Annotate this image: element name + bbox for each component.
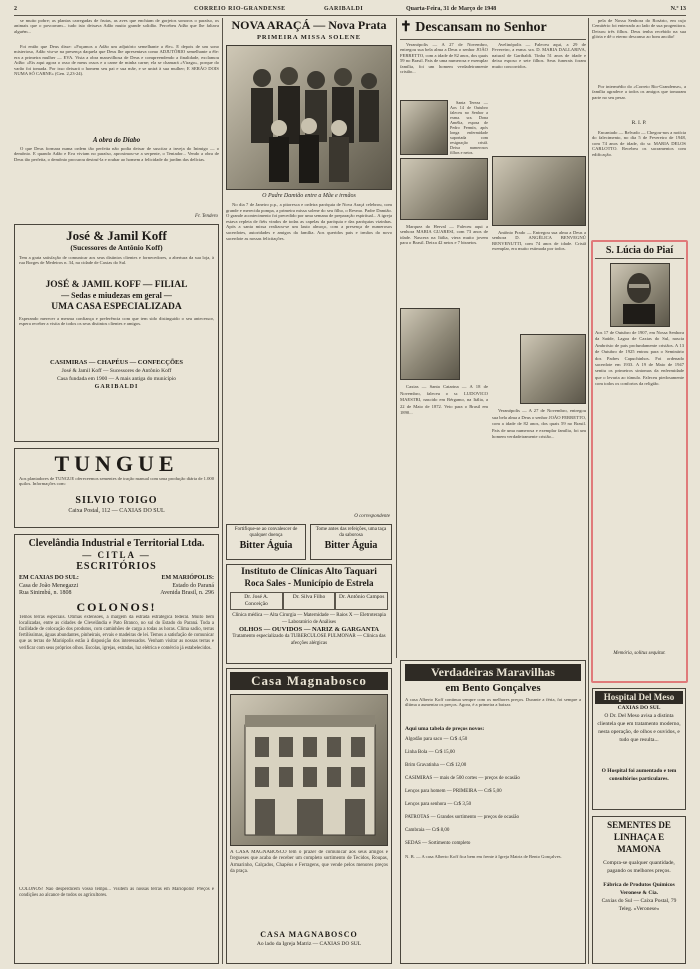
section-title: A obra do Diabo xyxy=(92,136,141,144)
price-list-item: Lenços para senhora — Cr$ 3,50 xyxy=(405,802,472,807)
ad-clev-office-caxias xyxy=(19,575,79,598)
ad-tungue-body: Aos plantadores de TUNGUE ofereceemos sementes de tração manual com uma produção diária de 1.000 quilos. Informações com: xyxy=(19,476,214,487)
obituary-text: Avelinópolis — Faleceu aqui, a 29 de Fevereiro, a exma. sra. D. MARIA DALLARIVA, natural de Garibaldi. Tinha 51 anos de idade e deixa esposo e sete filhos. Seus funerais foram muito concorridos. xyxy=(492,42,586,69)
ad-clev-left-heading: EM CAXIAS DO SUL: xyxy=(19,575,79,581)
article-body-text: Foi então que Deus disse: «Façamos a Adão um adjutório semelhante a êle». E depois de um sono misterioso, Adão viu-se na presença daquela que Deus lhe apresentava como ADJUTÓRIO semelhante a êle: era a primeira mulher — EVA. Vista a obra maravilhosa de Deus e compreendendo a finalidade, exclamou Adão: «Eis aqui agora o osso de meus ossos e a carne de minha carne; ela se chamará «Virago», porque do varão foi tomada. Por isso deixará o homem seu pai e sua mãe, e se unirá à sua mulher; E SERÃO DOIS NUMA SÓ CARNE» (Gen. 2,23-24). xyxy=(14,44,219,77)
ad-sem-body: Compra-se qualquer quantidade, pagando os melhores preços. xyxy=(603,860,675,874)
cross-icon: ✝ xyxy=(400,20,412,35)
price-list-item: PATROTAS — Grandes sortimento — preços de ocasião xyxy=(405,815,519,820)
column-rule xyxy=(222,18,223,964)
ad-verdadeiras-maravilhas xyxy=(400,660,586,964)
ad-bitter-2-brand: Bitter Águia xyxy=(324,540,378,551)
ad-clev-right-line2: Avenida Brasil, n. 296 xyxy=(160,590,214,596)
ad-hospital xyxy=(592,688,686,810)
headline-rule xyxy=(400,39,586,40)
obituary-text: Encantado — Relvado — Chegou-nos a notícia do falecimento, no dia 5 de Fevereiro de 1948, com 74 anos de idade, do sr. MARIA DELOS CARLOTTO. Recebeu os sacramentos com edificação. xyxy=(592,130,686,157)
portrait-photo xyxy=(400,100,448,155)
ad-clev-title: Clevelândia Industrial e Territorial Ltda. xyxy=(28,538,205,549)
ad-koff-line2: — Sedas e miudezas em geral — xyxy=(61,291,172,300)
ad-clev-right-line1: Estado do Paraná xyxy=(172,582,214,589)
ad-inst-body2: OLHOS — OUVIDOS — NARIZ & GARGANTA xyxy=(238,626,379,633)
article-signature: Fr. Tendero xyxy=(195,214,218,219)
ad-casa-name: CASA MAGNABOSCO xyxy=(260,930,358,939)
ad-clev-right-heading: EM MARIÓPOLIS: xyxy=(161,575,214,581)
ad-colonos-heading: COLONOS! xyxy=(76,599,157,614)
rip-signature: R. I. P. xyxy=(631,120,647,126)
santa-lucia-title: S. Lúcia do Piaí xyxy=(595,244,684,259)
ad-koff-bottom3: Casa fundada em 1900 — A mais antiga do município xyxy=(57,376,176,382)
ad-hosp-body: O Dr. Del Meso avisa a distinta clientela que em tratamento moderno, nesta operação, de olhos e ouvidos, e tudo que resulta... xyxy=(597,713,681,743)
portrait-photo xyxy=(492,156,586,226)
ad-koff-body: Tem a grata satisfação de comunicar aos seus distintos clientes e fornecedores, a abertura da sua loja, à rua Borges de Medeiros n. 34, na cidade de Caxias do Sul. xyxy=(19,255,214,266)
ad-clev-left-line1: Casa de João Menegazzi xyxy=(19,582,79,589)
ad-bitter-1-text: Fortifique-se ao convalescer de qualquer doença xyxy=(234,527,298,538)
obituary-veranopolis xyxy=(400,42,488,98)
ad-koff-bottom: CASIMIRAS — CHAPÉUS — CONFECÇÕES xyxy=(50,359,183,366)
column-rule xyxy=(396,18,397,658)
ad-koff-subtitle: (Sucessores de Antônio Koff) xyxy=(70,243,163,252)
ad-verd-body: A casa Alberto Koff continua sempre com os melhores preços. Durante a féria, foi sempre a última a aumentar os preços. Agora, é a primeira a baixar. xyxy=(405,697,581,708)
section-body xyxy=(14,146,219,214)
ad-inst-doctor: Dr. Antônio Campos xyxy=(335,592,388,610)
price-list-item: Lenços para homem — PRIMEIRA — Cr$ 5,00 xyxy=(405,789,502,794)
ad-casa-title: Casa Magnabosco xyxy=(230,672,388,690)
obituary-text: Santa Tereza — Aos 14 de Outubro faleceu no Senhor a exma. sra. Dona Amélia, esposa de Pedro Fermín, após longa enfermidade suportada com resignação cristã. Deixa numerosos filhos e netos. xyxy=(450,100,488,155)
ad-sementes xyxy=(592,816,686,964)
price-list-item: Brim Gravatinha — Cr$ 12,00 xyxy=(405,763,467,768)
ad-tungue-address: Caixa Postal, 112 — CAXIAS DO SUL xyxy=(68,508,165,514)
obituary-text: Caxias — Santa Catarina — A 18 de Novembro, faleceu o sr. LUDOVICO MAESTRI, nascido em Bérgamo, na Itália, a 22 de Maio de 1872. Veio para o Brasil em 1890... xyxy=(400,384,488,415)
obituary-text: Veranópolis — A 27 de Novembro, entregou sua bela alma a Deus o senhor JOÃO FERRETTO, com a idade de 82 anos, dos quais 59 no Brasil. Pais de uma numerosa e exemplar família, foi um homem verdadeiramente cristão... xyxy=(400,42,488,75)
ad-casa-address: Ao lado da Igreja Matriz — CAXIAS DO SUL xyxy=(256,941,362,947)
ad-colonos-body: Temos terras especiais. Ótimas extensões, à margem da estrada estratégica federal. Muito bem localizadas, entre as cidades de Clevelândia e Pato Branco, no sul do Estado do Paraná. Toda a facilidade de colocação dos produtos, com caminhões de carga a todas as horas. Clima sadio, terras fertilíssimas, águas abundantes, pinheirais, ervais e madeiras de lei. Temos a satisfação de comunicar que as terras de Mariópolis estão à disposição dos interessados. Venham visitar as nossas terras e verificar com seus próprios olhos. Escolas, igrejas, estradas, luz elétrica e comércio já estabelecidos. xyxy=(19,614,214,651)
nova-araca-headline: NOVA ARAÇÁ — Nova Prata xyxy=(231,18,387,32)
price-list-item: Linha Bola — Cr$ 15,00 xyxy=(405,750,455,755)
ad-sem-title: SEMENTES DE LINHAÇA E MAMONA xyxy=(607,820,671,854)
ad-inst-body3: Tratamento especializado da TUBERCULOSE PULMONAR — Clínica das afecções alérgicas xyxy=(232,634,386,646)
obituary-top-continuation xyxy=(592,18,686,84)
obituaries-headline xyxy=(400,18,586,38)
obituary-continuation xyxy=(492,408,586,654)
obituary-santa-tereza xyxy=(450,100,488,155)
ad-koff xyxy=(14,224,219,442)
family-photo-figures xyxy=(227,46,391,189)
ad-bitter-aguia-2 xyxy=(310,524,392,560)
ad-tungue-name: SILVIO TOIGO xyxy=(75,495,158,506)
obituary-marquez xyxy=(400,224,488,304)
obituary-antonio-prado xyxy=(492,230,586,330)
nova-araca-body xyxy=(226,202,392,512)
highlight-box-santa-lucia xyxy=(591,240,688,683)
masthead-rule xyxy=(14,15,686,16)
obituary-encantado xyxy=(592,130,686,236)
obituary-text: Marquez do Herval — Faleceu aqui a senhora MARIA GUARESI, com 73 anos de idade. Nascera na Itália, viera muito jovem para o Brasil. Deixa 42 netos e 7 bisnetos. xyxy=(400,224,488,246)
priest-portrait-figure xyxy=(611,264,667,324)
masthead xyxy=(14,4,686,14)
nova-araca-body-text: No dia 7 de Janeiro p.p., a pitoresca e ordeira paróquia de Nova Araçá celebrou, com grande e merecida pompa, a primeira missa solene do seu filho, o Revmo. Padre Damião. O grande acontecimento foi precedido por uma semana de preparação espiritual... A igreja estava repleta de fiéis vindos de todas as capelas da paróquia e das paróquias vizinhas. Após a santa missa realizou-se um lauto almoço, com a presença de numerosos sacerdotes, autoridades e amigos da família. Aos queridos pais e irmãos do novo sacerdote as nossas felicitações. xyxy=(226,202,392,241)
ad-inst-title: Instituto de Clínicas Alto Taquari xyxy=(241,567,377,577)
portrait-photo xyxy=(400,308,460,380)
family-thanks-text: Por intermédio do «Correio Rio-Grandense», a família agradece a todos os amigos que tomaram parte no seu pesar. xyxy=(592,84,686,100)
building-illustration xyxy=(230,694,388,846)
section-body-text: O que Deus formara numa ordem tão perfeita não podia deixar de suscitar a inveja do Inimigo — o demônio. E quando Adão e Eva viviam no paraíso, aproximou-se a serpente, o Tentador... Vendo a obra de Deus tão perfeita, o demônio procurou destruí-la e roubar ao homem a felicidade do jardim das delícias. xyxy=(14,146,219,162)
nova-araca-signature: O correspondente xyxy=(354,514,390,519)
ad-koff-line3: UMA CASA ESPECIALIZADA xyxy=(51,302,182,312)
ad-instituto xyxy=(226,564,392,664)
ad-colonos-end: COLONOS! Não desperdicem vosso tempo... Visitem as nossas terras em Mariópolis! Preços e condições ao alcance de todos os agricultores. xyxy=(19,886,214,898)
ad-verd-end: N. B. — A casa Alberto Koff fica bem em frente à Igreja Matriz de Bento Gonçalves. xyxy=(405,854,562,859)
ad-inst-body: Clínica médica — Alta Cirurgia — Maternidade — Raios X — Eletroterapia — Laboratório de Análises xyxy=(232,613,386,625)
ad-bitter-2-text: Tome antes das refeições, uma taça da saborosa xyxy=(315,527,387,538)
ad-verd-subtitle: em Bento Gonçalves xyxy=(445,682,541,694)
ad-casa-magnabosco xyxy=(226,668,392,964)
obituary-caxias xyxy=(400,384,488,654)
masthead-date: Quarta-Feira, 31 de Março de 1948 xyxy=(406,6,497,12)
masthead-town: GARIBALDI xyxy=(324,6,364,12)
obituary-text: Antônio Prado — Entregou sua alma a Deus a senhora D. ANGÉLICA BENVEGNÚ BENVENUTTI, com 74 anos de idade. Cristã exemplar, era muito estimada por todos. xyxy=(492,230,586,252)
portrait-photo xyxy=(400,158,488,220)
family-thanks xyxy=(592,84,686,118)
obituary-avelinopolis xyxy=(492,42,586,152)
ad-hosp-title: Hospital Del Meso xyxy=(595,691,683,704)
ad-koff-body2: Esperando merecer a mesma confiança e preferência com que tem sido distinguido o seu antecessor, espera receber a visita de todos os seus distintos clientes e amigos. xyxy=(19,316,214,327)
ad-verd-title: Verdadeiras Maravilhas xyxy=(405,664,581,681)
portrait-photo xyxy=(520,334,586,404)
price-list-item: Cambraia — Cr$ 8,00 xyxy=(405,828,450,833)
ad-koff-title2: JOSÉ & JAMIL KOFF — FILIAL xyxy=(45,280,188,290)
page-number-right: N.º 13 xyxy=(670,6,686,12)
ad-casa-body: A CASA MAGNABOSCO tem o prazer de comunicar aos seus amigos e fregueses que acaba de receber um completo sortimento de Tecidos, Roupas, Armarinho, Calçados, Chapéus e Ferragens, que vende pelos menores preços da praça. xyxy=(230,850,388,875)
obituary-text: pela de Nossa Senhora do Rosário, em cujo Cemitério foi enterrado ao lado de sua progenitora. Deixou três filhos. Deus tenha recebido na sua glória e dê o eterno descanso ao bom ancião! xyxy=(592,18,686,40)
ad-inst-doctors xyxy=(230,592,388,610)
santa-lucia-body: Aos 17 de Outubro de 1907, em Nossa Senhora da Saúde, Lagoa de Caxias do Sul, nascia Ambrósio de pais profundamente cristãos. A 13 de Outubro de 1925 entrou para o Seminário dos Padres Capuchinhos. Foi ordenado sacerdote em 1933. A 19 de Maio de 1947 sentiu os primeiros sintomas da enfermidade que o levaria ao túmulo. Faleceu piedosamente com todos os confortos da religião. xyxy=(595,330,684,387)
ad-koff-bottom2: José & Jamil Koff — Sucessores de Antônio Koff xyxy=(61,368,172,374)
ad-inst-doctor: Dr. José A. Conceição xyxy=(230,592,283,610)
priest-portrait xyxy=(610,263,670,327)
article-body xyxy=(14,44,219,136)
price-list-item: SEDAS — Sortimento completo xyxy=(405,841,471,846)
ad-clev-office-mariopolis xyxy=(160,575,214,598)
photo-caption: O Padre Damião entre a Mãe e irmãos xyxy=(262,193,356,199)
ad-inst-doctor: Dr. Silva Filho xyxy=(283,592,336,610)
ad-hosp-subtitle: CAXIAS DO SUL xyxy=(617,705,661,711)
ad-bitter-aguia-1 xyxy=(226,524,306,560)
price-list-item: CASIMIRAS — mais de 500 cortes — preços de ocasião xyxy=(405,776,520,781)
ad-sem-telegram: Teleg. «Veronese» xyxy=(618,906,660,912)
ad-koff-title: José & Jamil Koff xyxy=(66,228,167,243)
ad-hosp-end: O Hospital foi aumentado e tem consultórios particulares. xyxy=(601,768,677,782)
ad-clev-citla: — CITLA — xyxy=(82,550,151,560)
paper-name: CORREIO RIO-GRANDENSE xyxy=(194,6,286,12)
article-intro-text: se muito pobre; as plantas carregadas de frutas, as aves que enchiam de gorjeios sonoros o paraíso, os animais que o povoavam... tudo isto deixava Adão muito grande solidão. Percebeu Adão que lhe faltava alguém... xyxy=(14,18,219,34)
obituaries-title: Descansam no Senhor xyxy=(415,20,547,35)
ad-verd-price-list xyxy=(405,733,581,850)
ad-sem-address: Caxias do Sul — Caixa Postal, 79 xyxy=(601,898,677,904)
ad-koff-town: GARIBALDI xyxy=(94,384,139,390)
article-intro xyxy=(14,18,219,44)
obituary-text: Veranópolis — A 27 de Novembro, entregou sua bela alma a Deus o senhor JOÃO FERRETTO, com a idade de 82 anos, dos quais 59 no Brasil. Pais de uma numerosa e exemplar família, foi um homem verdadeiramente cristão... xyxy=(492,408,586,439)
ad-inst-subtitle: Roca Sales - Município de Estrela xyxy=(244,578,374,588)
price-list-item: Algodão para saco — Cr$ 4,50 xyxy=(405,737,468,742)
ad-clev-escritorios: ESCRITÓRIOS xyxy=(76,561,157,572)
page-number-left: 2 xyxy=(14,6,17,12)
ad-clev-left-line2: Rua Sinimbú, n. 1808 xyxy=(19,590,72,596)
ad-tungue xyxy=(14,448,219,528)
ad-clevelandia xyxy=(14,534,219,964)
family-photo xyxy=(226,45,392,190)
ad-tungue-title: TUNGUE xyxy=(54,451,179,476)
santa-lucia-end: Memória, solitus sequitur. xyxy=(613,651,666,656)
ad-sem-name: Fábrica de Produtos Químicos Veronese & Cia. xyxy=(603,882,675,896)
building-drawing xyxy=(231,695,389,843)
ad-bitter-1-brand: Bitter Águia xyxy=(239,540,293,551)
nova-araca-subhead: PRIMEIRA MISSA SOLENE xyxy=(256,34,362,41)
ad-clev-offices xyxy=(19,575,214,598)
ad-verd-list-heading: Aqui uma tabela de preços novos: xyxy=(405,726,485,732)
column-rule xyxy=(588,18,589,964)
